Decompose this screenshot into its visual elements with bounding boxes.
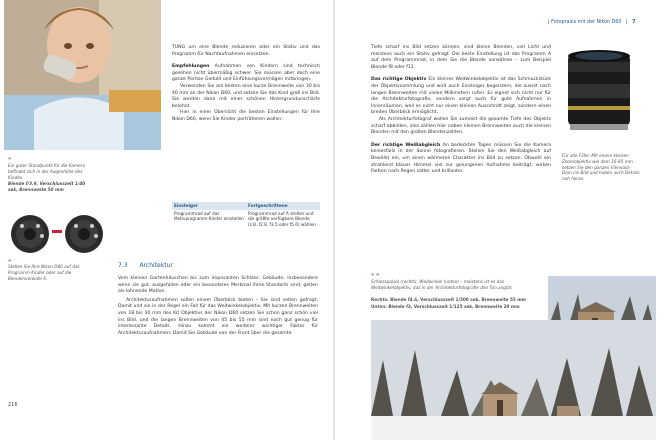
table-cell-advanced: Programmrad auf A stellen und die größte verfügbare Blende (z.B. f2.8, f3.5 oder f5.6) wählen (248, 210, 316, 227)
section-number: 7.3 (118, 262, 128, 269)
whitebalance-heading: Der richtige Weißabgleich (371, 142, 441, 148)
objective-text: Ein kleines Weitwinkelobjektiv ist das Schmuckstück der Objektivsammlung und wird auch Einsteiger begeistern, die zuerst nach langen Brennweiten mit vielen Millimetern rufen. Es eignet sich nicht nur für die Architekturfotografie, sondern sorgt auch für gute Aufnahmen in Innenräumen, weil es nicht nur einen kleinen Ausschnitt zeigt, sondern einen breiten Überblick ermöglicht. (371, 77, 551, 116)
page-gutter (333, 0, 335, 440)
kids-heading: Empfehlungen (172, 64, 210, 70)
objective-heading: Das richtige Objektiv (371, 77, 427, 83)
objective-paragraph-2: Als Architekturfotograf wollen Sie zumeist die gesamte Tiefe des Objekts scharf abbilden, also zählen hier neben kleinen Brennweiten auch die kleinen Blenden mit den großen Blendenzahlen. (371, 116, 551, 136)
right-photo-settings-below: Unten: Blende f3, Verschlusszeit 1/125 sek, Brennweite 20 mm (371, 304, 520, 309)
whitebalance-text: An bedeckten Tagen müssen Sie die Kamera keinesfalls in der Sonne fotografieren. Stellen Sie den Weißabgleich auf Bewölkt ein, um einen wärmeren Charakter ins Bild zu setzen. Obwohl ein strahlend blauer Himmel viel zur gelungenen Aufnahme beiträgt, wirken Farben nach Regen satter und brillanter. (371, 142, 551, 175)
kids-paragraph-1 (172, 64, 320, 84)
photo-caption-marker: » (8, 156, 12, 162)
arch-paragraph-1: Vom kleinen Gartenhäuschen bis zum imposanten Schloss: Gebäude, insbesondere wenn sie gut, ausgefallen oder ein besonderes Merkmal ihres Standorts sind, gelten als lohnende Motive. (118, 276, 318, 295)
running-header: | Fotopraxis mit der Nikon D60 | 7 (548, 20, 636, 25)
right-photo-settings-right: Rechts: Blende f4.6, Verschlusszeit 1/500 sek, Brennweite 55 mm (371, 297, 526, 302)
settings-table-wrap (172, 202, 320, 228)
table-cell-beginner: Programmrad auf das Motivprogramm Kinder einstellen (174, 210, 244, 221)
left-text-column (172, 45, 320, 124)
table-header-beginner: Einsteiger (172, 202, 246, 210)
right-text-column (371, 45, 551, 176)
left-page-number: 216 (8, 402, 18, 408)
table-header-advanced: Fortgeschrittene (246, 202, 320, 210)
mode-dials-photo (8, 212, 108, 256)
objective-paragraph (371, 77, 551, 117)
kids-paragraph-2: Verwenden Sie am besten eine kurze Brennweite von 30 bis 40 mm an der Nikon D60, und setzen Sie das Kind groß ins Bild. Sie werden dann mit einer schönen Hintergrundunschärfe belohnt. (172, 83, 320, 109)
table-header-row (172, 202, 320, 210)
kids-para1-text: Aufnahmen von Kindern sind technisch gesehen nicht übermäßig schwer. Sie müssen aber doch eine ganze Portion Geduld und Einfühlungsvermögen mitbringen. (172, 64, 320, 83)
running-header-text: Fotopraxis mit der Nikon D60 (551, 20, 622, 25)
settings-table (172, 202, 320, 228)
child-photo (4, 0, 161, 150)
lens-photo (562, 44, 636, 136)
dial-caption-marker: » (8, 258, 12, 264)
section-title: Architektur (139, 262, 173, 269)
right-photo-caption: Schlosspalais (rechts), Weitwinkel (unten) – meistens ist es das Weitwinkelobjektiv, das in der Architekturfotografie den Ton angibt. (371, 279, 513, 290)
lens-caption: Für alle Fälle: Mit einem kleinen Zoomobjektiv wie dem 16-85 mm setzen Sie den ganzen Vierwald-Dom ins Bild und haben auch Details nah heran. (562, 153, 640, 182)
section-heading (118, 262, 173, 269)
arch-paragraph-2: Architekturaufnahmen sollen einem Überblick bieten – Sie sind selten gefragt. Damit und sie in der Regel ein Fall für das Weitwinkelobjektiv. Mit kurzen Brennweiten von 18 bis 30 mm des Kit Objektivs der Nikon D60 setzen Sie schon ganz schön viel ins Bild, und die langen Brennweiten von 45 bis 55 mm sind noch gut genug für interessante Details. Hinzu kommt ein weiterer wichtiger Faktor für Architekturaufnahmen: Damit Sie Gebäude von der Front über die gesamte (118, 297, 318, 336)
right-paragraph-1: Tiefe scharf ins Bild setzen können, sind kleine Blenden, viel Licht und meistens auch ein Stativ gefragt. Die beste Einstellung ist das Programm A auf dem Programmrad, in dem Sie die Blende vorwählen – zum Beispiel Blende f8 oder f11. (371, 45, 551, 70)
photo-caption-settings: Blende f/3.9, Verschlusszeit 1/40 sek, Brennweite 50 mm (8, 181, 86, 192)
whitebalance-paragraph (371, 143, 551, 176)
kids-paragraph-3: Hier in einer Übersicht die besten Einstellungen für Ihre Nikon D60, wenn Sie Kinder porträtieren wollen: (172, 110, 320, 122)
architecture-text (118, 276, 318, 337)
table-row (172, 210, 320, 229)
winter-pavilion-photo-large (371, 320, 656, 440)
photo-caption: Ein guter Standpunkt für die Kamera befindet sich in der Augenhöhe des Kindes. (8, 163, 85, 180)
intro-paragraph: TUNG um eine Blende reduzieren oder ein Stativ und das Programm für Nachtaufnahmen einsetzen. (172, 45, 320, 57)
right-page-number: 7 (632, 20, 636, 25)
right-photo-caption-marker: » » (371, 272, 380, 278)
dial-caption: Stellen Sie Ihre Nikon D60 auf das Programm Kinder oder auf die Blendenvorwahl A. (8, 264, 80, 281)
